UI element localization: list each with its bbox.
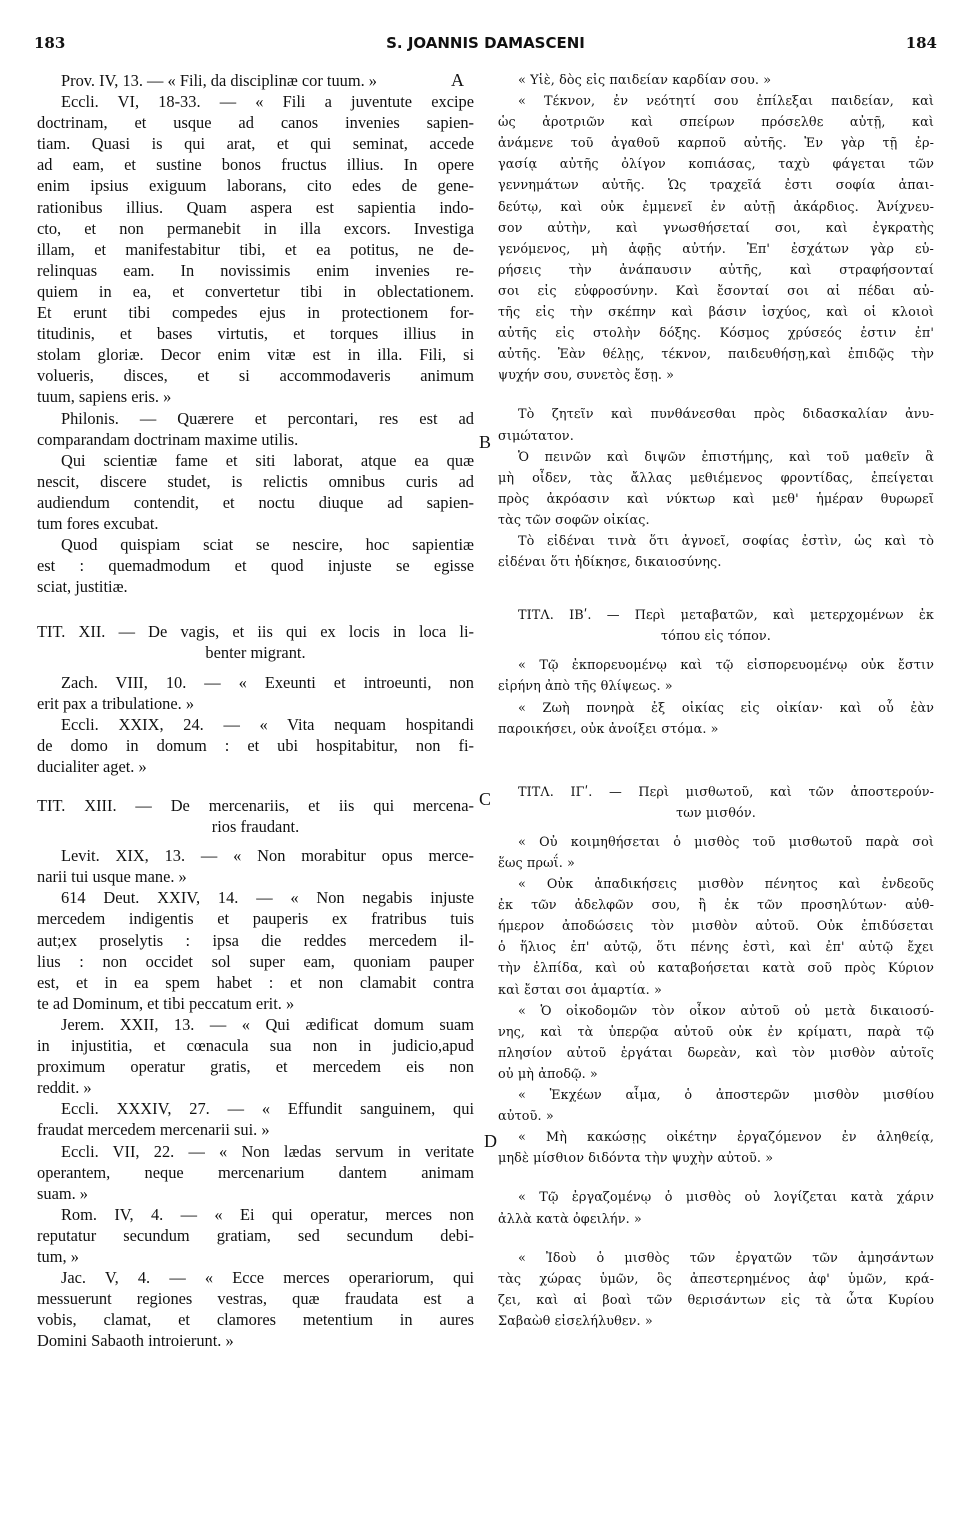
section-marker-b: B (479, 432, 492, 452)
greek-text-line: Ὁ πεινῶν καὶ διψῶν ἐπιστήμης, καὶ τοῦ μαθεῖν ἃ (518, 449, 934, 465)
latin-text-line: Philonis. — Quærere et percontari, res est ad (61, 408, 474, 428)
greek-text-line: σοι εἰς εὐφροσύνην. Καὶ ἔσονταί σοι αἱ πέδαι αὐ- (498, 283, 934, 299)
paragraph-gap (37, 597, 474, 621)
greek-text-line: εἰδέναι ὅτι ἠδίκησε, δικαιοσύνης. (498, 555, 722, 571)
paragraph-gap (498, 597, 934, 605)
greek-text-line: Τὸ εἰδέναι τινὰ ὅτι ἀγνοεῖ, σοφίας ἐστὶν, ὡς καὶ τὸ (518, 533, 934, 549)
greek-text-line: « Τέκνον, ἐν νεότητί σου ἐπίλεξαι παιδείαν, καὶ (518, 94, 934, 110)
greek-text-line: « Τῷ ἐκπορευομένῳ καὶ τῷ εἰσπορευομένῳ οὐκ ἔστιν (518, 658, 934, 674)
greek-text-line: παροικήσει, οὐκ ἀνοίξει στόμα. » (498, 721, 719, 737)
latin-text-line: ducialiter aget. » (37, 756, 147, 776)
greek-text-line: καὶ ἔσται σοι ἁμαρτία. » (498, 982, 662, 998)
greek-text-line: τὴν ἐλπίδα, καὶ οὐ καταβοήσεται κατὰ σοῦ πρὸς Κύριον (498, 961, 934, 977)
latin-text-line: Qui scientiæ fame et siti laborat, atque ea quæ (61, 450, 474, 470)
greek-text-line: πρὸς ἀκρόασιν καὶ νύκτωρ καὶ μεθ' ἡμέραν θυρωρεῖ (498, 491, 934, 507)
latin-text-line: Eccli. VII, 22. — « Non lædas servum in veritate (61, 1141, 474, 1161)
latin-text-line: operantem, neque mercenarium dantem animam (37, 1162, 474, 1182)
greek-text-line: ΤΙΤΛ. ΙΓʹ. — Περὶ μισθωτοῦ, καὶ τῶν ἀποστερούν- (518, 784, 934, 800)
greek-text-line: σον αὐτὴν, καὶ γνωσθήσεταί σοι, καὶ ἐγκρατὴς (498, 220, 934, 236)
greek-text-line: « Οὐ κοιμηθήσεται ὁ μισθὸς τοῦ μισθωτοῦ παρὰ σοὶ (518, 834, 934, 850)
latin-text-line: vobis, clamat, et clamores metentium in aures (37, 1310, 474, 1330)
greek-text-line: « Ἰδοὺ ὁ μισθὸς τῶν ἐργατῶν τῶν ἀμησάντων (518, 1250, 934, 1266)
latin-text-line: lius : non occidet sol super eam, quoniam pauper (37, 951, 474, 971)
greek-text-line: αὐτῆς εἰς στολὴν δόξης. Κόσμος χρύσεός ἐστιν ἐπ' (498, 326, 934, 342)
paragraph-gap (37, 664, 474, 672)
greek-text-line: δεύτῳ, καὶ οὐκ ἐμμενεῖ ἐν αὐτῇ ἀκάρδιος. Ἀνίχνευ- (498, 199, 934, 215)
greek-text-line: ρήσεις τὴν ἀνάπαυσιν αὐτῆς, καὶ στραφήσονταί (498, 262, 934, 278)
latin-text-line: ad eam, et sustine bonos fructus illius. In opere (37, 155, 474, 175)
greek-text-line: ἐκ τῶν ἀδελφῶν σου, ἢ ἐκ τῶν προσηλύτων· αὐθ- (498, 898, 934, 914)
greek-text-line: τὰς τῶν σοφῶν οἰκίας. (498, 512, 650, 528)
greek-text-line: σιμώτατον. (498, 428, 574, 444)
latin-text-line: aut;ex proselytis : ipsa die reddes mercedem il- (37, 930, 474, 950)
greek-text-line: ζει, καὶ αἱ βοαὶ τῶν θερισάντων εἰς τὰ ὦτα Κυρίου (498, 1292, 934, 1308)
latin-text-line: Eccli. XXXIV, 27. — « Effundit sanguinem, qui (61, 1099, 474, 1119)
greek-text-line: « Οὐκ ἀπαδικήσεις μισθὸν πένητος καὶ ἐνδεοῦς (518, 877, 934, 893)
paragraph-gap (498, 1169, 934, 1187)
paragraph-gap (498, 1230, 934, 1248)
greek-text-line: τὰς χώρας ὑμῶν, ὃς ἀπεστερημένος ἀφ' ὑμῶν, κρά- (498, 1271, 934, 1287)
latin-text-line: in injustitia, et cœnacula sua non in judicio,apud (37, 1036, 474, 1056)
latin-text-line: suam. » (37, 1183, 88, 1203)
greek-text-line: μὴ οἶδεν, τὰς ἄλλας μεθιέμενος φροντίδας, ἐπείγεται (498, 470, 934, 486)
latin-text-line: reputatur secundum gratiam, sed secundum debi- (37, 1225, 474, 1245)
greek-text-line: εἰρήνη ἀπὸ τῆς θλίψεως. » (498, 679, 673, 695)
page-number-right: 184 (905, 34, 937, 52)
latin-text-line: Eccli. VI, 18-33. — « Fili a juventute excipe (61, 92, 474, 112)
greek-column (498, 70, 934, 1332)
greek-text-line: « Υἱὲ, δὸς εἰς παιδείαν καρδίαν σου. » (518, 73, 772, 88)
latin-text-line: Quod quispiam sciat se nescire, hoc sapientiæ (61, 535, 474, 555)
latin-text-line: stolam gloriæ. Decor enim vitæ est in illa. Fili, si (37, 345, 474, 365)
latin-text-line: est, et in ea spem habet : et non clamabit contra (37, 972, 474, 992)
latin-text-line: 614 Deut. XXIV, 14. — « Non negabis injuste (61, 888, 474, 908)
greek-text-line: ήμερον ἀποδώσεις τὸν μισθὸν αὐτοῦ. Οὐκ ἐπιδύσεται (498, 919, 934, 935)
latin-text-line: tiam. Quasi is qui arat, et qui seminat, accede (37, 134, 474, 154)
latin-text-line: enim ipsius exiguum laborans, cito edes de gene- (37, 176, 474, 196)
latin-text-line: de domo in domum : et ubi hospitabitur, non fi- (37, 735, 474, 755)
paragraph-gap (498, 764, 934, 782)
section-marker-c: C (479, 789, 492, 809)
page-number-left: 183 (34, 34, 66, 52)
latin-text-line: tum fores excubat. (37, 513, 159, 533)
paragraph-gap (37, 777, 474, 795)
greek-text-line: μηδὲ μίσθιον διδόντα τὴν ψυχὴν αὐτοῦ. » (498, 1151, 774, 1167)
page-header (34, 34, 937, 58)
latin-text-line: messuerunt regiones vestras, quæ fraudata est a (37, 1289, 474, 1309)
latin-text-line: Prov. IV, 13. — « Fili, da disciplinæ cor tuum. » (61, 71, 377, 90)
greek-text-line: τόπου εἰς τόπον. (661, 629, 771, 645)
latin-text-line: erit pax a tribulatione. » (37, 693, 195, 713)
paragraph-gap (498, 824, 934, 832)
latin-text-line: quiem in ea, et convertetur tibi in oblectationem. (37, 281, 474, 301)
paragraph-gap (498, 740, 934, 764)
paragraph-gap (498, 386, 934, 404)
greek-text-line: γασίᾳ αὐτῆς ὀλίγον κοπιάσας, ταχὺ φάγεται τῶν (498, 157, 934, 173)
greek-text-line: ἀνάμενε τοῦ ἀγαθοῦ καρποῦ αὐτῆς. Ἐν γὰρ τῇ ἐρ- (498, 136, 934, 152)
latin-text-line: te ad Dominum, et tibi peccatum erit. » (37, 993, 295, 1013)
latin-text-line: sciat, justitiæ. (37, 577, 128, 597)
greek-text-line: ψυχήν σου, συνετὸς ἔσῃ. » (498, 368, 675, 384)
greek-text-line: αὐτῆς. Ἐὰν θέλῃς, τέκνον, παιδευθήσῃ,καὶ ἐπιδῷς τὴν (498, 347, 934, 363)
running-title: S. JOANNIS DAMASCENI (386, 34, 585, 52)
latin-text-line: Et erunt tibi compedes ejus in protectionem for- (37, 303, 474, 323)
greek-text-line: ὡς ἀροτριῶν καὶ σπείρων πρόσελθε αὐτῇ, καὶ (498, 115, 934, 131)
latin-text-line: tum, » (37, 1246, 79, 1266)
section-marker-d: D (484, 1131, 497, 1151)
latin-text-line: nescit, discere studet, is relictis omnibus curis ad (37, 471, 474, 491)
greek-text-line: νης, καὶ τὰ ὑπερῷα αὐτοῦ οὐκ ἐν κρίματι, παρὰ τῷ (498, 1024, 934, 1040)
latin-text-line: Levit. XIX, 13. — « Non morabitur opus merce- (61, 846, 474, 866)
greek-text-line: ὁ ἥλιος ἐπ' αὐτῷ, ὅτι πένης ἐστὶ, καὶ ἐπ' αὐτῷ ἔχει (498, 940, 934, 956)
latin-text-line: benter migrant. (205, 643, 306, 663)
latin-text-line: TIT. XIII. — De mercenariis, et iis qui mercena- (37, 796, 474, 815)
paragraph-gap (498, 573, 934, 597)
greek-text-line: Τὸ ζητεῖν καὶ πυνθάνεσθαι πρὸς διδασκαλίαν ἀνυ- (518, 407, 934, 423)
latin-text-line: comparandam doctrinam maxime utilis. (37, 429, 299, 449)
greek-text-line: γενόμενος, μὴ ἀφῇς αὐτήν. Ἐπ' ἐσχάτων γὰρ εὑ- (498, 241, 934, 257)
greek-text-line: οὐ μὴ ἀποδῷ. » (498, 1066, 598, 1082)
latin-text-line: volueris, disces, et si accommodaveris animum (37, 366, 474, 386)
latin-text-line: rios fraudant. (211, 817, 300, 837)
greek-text-line: « Ὁ οἰκοδομῶν τὸν οἶκον αὐτοῦ οὐ μετὰ δικαιοσύ- (518, 1003, 934, 1019)
latin-text-line: Domini Sabaoth introierunt. » (37, 1331, 234, 1351)
latin-text-line: relinquas eam. In novissimis enim invenies re- (37, 260, 474, 280)
greek-text-line: τῆς εἰς τὴν σκέπην καὶ βάσιν ἰσχύος, καὶ οἱ κλοιοὶ (498, 305, 934, 321)
greek-text-line: « Μὴ κακώσῃς οἰκέτην ἐργαζόμενον ἐν ἀληθείᾳ, (518, 1130, 934, 1146)
latin-text-line: mercedem indigentis et pauperis ex fratribus tuis (37, 909, 474, 929)
greek-text-line: Σαβαὼθ εἰσελήλυθεν. » (498, 1313, 653, 1329)
latin-text-line: fraudat mercedem mercenarii sui. » (37, 1120, 270, 1140)
greek-text-line: ΤΙΤΛ. ΙΒʹ. — Περὶ μεταβατῶν, καὶ μετερχομένων ἐκ (518, 608, 934, 624)
greek-text-line: « Ζωὴ πονηρὰ ἐξ οἰκίας εἰς οἰκίαν· καὶ οὗ ἐὰν (518, 700, 934, 716)
latin-text-line: Zach. VIII, 10. — « Exeunti et introeunti, non (61, 672, 474, 692)
latin-text-line: audiendum contendit, et noctu diuque ad sapien- (37, 492, 474, 512)
latin-text-line: TIT. XII. — De vagis, et iis qui ex locis in loca li- (37, 622, 474, 642)
latin-text-line: cto, et non permanebit in illa excors. Investiga (37, 218, 474, 238)
latin-text-line: Eccli. XXIX, 24. — « Vita nequam hospitandi (61, 714, 474, 734)
latin-text-line: illam, et manifestabitur tibi, et ea potitus, ne de- (37, 239, 474, 259)
greek-text-line: αὐτοῦ. » (498, 1109, 554, 1125)
section-marker-a: A (451, 70, 464, 90)
latin-text-line: Rom. IV, 4. — « Ei qui operatur, merces non (61, 1204, 474, 1224)
latin-text-line: Jerem. XXII, 13. — « Qui ædificat domum suam (61, 1014, 474, 1034)
greek-text-line: « Τῷ ἐργαζομένῳ ὁ μισθὸς οὐ λογίζεται κατὰ χάριν (518, 1190, 934, 1206)
paragraph-gap (498, 647, 934, 655)
greek-text-line: ἀλλὰ κατὰ ὀφειλήν. » (498, 1211, 642, 1227)
greek-text-line: των μισθόν. (676, 805, 756, 821)
latin-text-line: narii tui usque mane. » (37, 867, 187, 887)
latin-column (37, 70, 474, 1351)
paragraph-gap (37, 837, 474, 845)
latin-text-line: titudinis, et bases virtutis, et torques illius in (37, 324, 474, 344)
greek-text-line: πλησίον αὐτοῦ ἐργάται δωρεὰν, καὶ τὸν μισθὸν αὐτοῖς (498, 1045, 934, 1061)
latin-text-line: proximum operatur gratis, et mercedem eis non (37, 1057, 474, 1077)
latin-text-line: Jac. V, 4. — « Ecce merces operariorum, qui (61, 1268, 474, 1288)
latin-text-line: doctrinam, et usque ad canos invenies sapien- (37, 113, 474, 133)
greek-text-line: γεννημάτων αὐτῆς. Ὡς τραχεῖά ἐστι σοφία ἀπαι- (498, 178, 934, 194)
latin-text-line: tuum, sapiens eris. » (37, 387, 172, 407)
greek-text-line: « Ἐκχέων αἷμα, ὁ ἀποστερῶν μισθὸν μισθίου (518, 1088, 934, 1104)
greek-text-line: ἕως πρωΐ. » (498, 856, 575, 871)
latin-text-line: est : quemadmodum et quod injuste se egisse (37, 556, 474, 576)
latin-text-line: reddit. » (37, 1078, 92, 1098)
latin-text-line: rationibus illius. Quam aspera est sapientia indo- (37, 197, 474, 217)
